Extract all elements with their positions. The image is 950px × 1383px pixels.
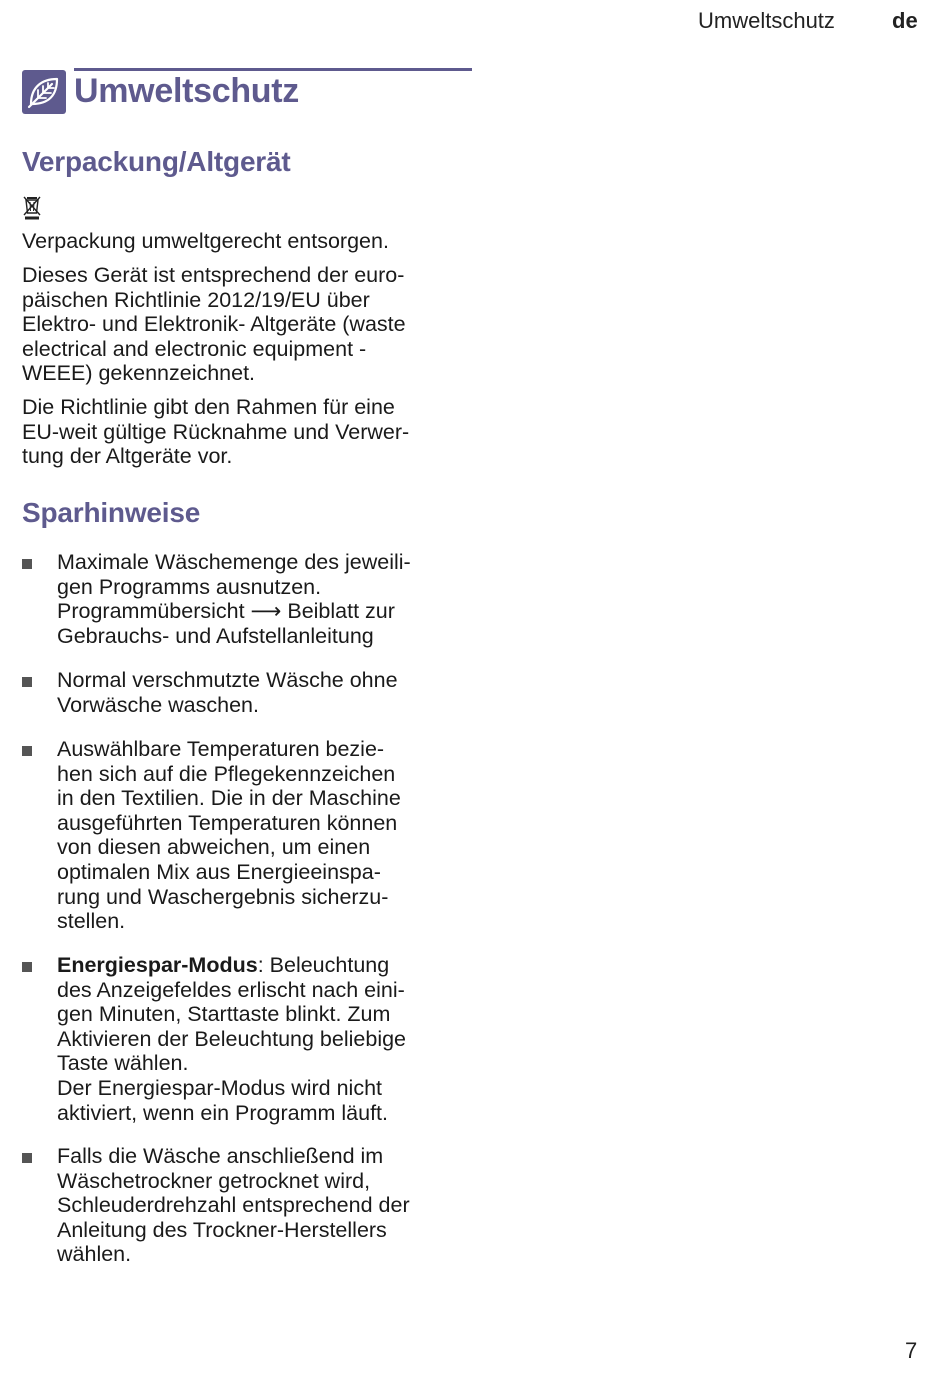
list-item-text: Falls die Wäsche anschließend im Wäschetrockner getrocknet wird, Schleuderdrehzahl entsprechend der Anleitung des Trockner-Herstellers wählen. [57, 1144, 410, 1267]
list-item-text: Maximale Wäschemenge des jeweili- gen Programms ausnutzen. Programmübersicht ⟶ Beiblatt zur Gebrauchs- und Aufstellanleitung [57, 550, 411, 648]
page-number: 7 [905, 1338, 918, 1363]
paragraph: Die Richtlinie gibt den Rahmen für eine EU-weit gültige Rücknahme und Verwer- tung der Altgeräte vor. [22, 395, 410, 469]
square-bullet-icon [22, 962, 32, 972]
running-head-language: de [892, 8, 918, 33]
running-head-title: Umweltschutz [698, 8, 835, 33]
chapter-title: Umweltschutz [74, 72, 299, 110]
square-bullet-icon [22, 746, 32, 756]
chapter-rule [74, 68, 472, 71]
square-bullet-icon [22, 1153, 32, 1163]
list-item-text [57, 953, 457, 1125]
square-bullet-icon [22, 677, 32, 687]
section-title-packaging: Verpackung/Altgerät [22, 146, 291, 177]
term-description: : Beleuchtung des Anzeigefeldes erlischt nach eini- gen Minuten, Starttaste blinkt. Zum Aktivieren der Beleuchtung beliebige Taste wählen. Der Energiespar-Modus wird nicht aktiviert, wenn ein Programm läuft. [57, 953, 407, 1125]
crossed-out-bin-icon [22, 194, 42, 220]
paragraph: Verpackung umweltgerecht entsorgen. [22, 229, 389, 253]
paragraph: Dieses Gerät ist entsprechend der euro- päischen Richtlinie 2012/19/EU über Elektro- und Elektronik- Altgeräte (waste electrical and electronic equipment - WEEE) gekennzeichnet. [22, 263, 406, 386]
square-bullet-icon [22, 559, 32, 569]
leaf-icon [22, 70, 66, 114]
list-item-text: Normal verschmutzte Wäsche ohne Vorwäsche waschen. [57, 668, 398, 717]
term-energy-saving-mode: Energiespar-Modus [57, 953, 258, 977]
section-title-savings-tips: Sparhinweise [22, 497, 201, 528]
list-item-text: Auswählbare Temperaturen bezie- hen sich auf die Pflegekennzeichen in den Textilien. Die in der Maschine ausgeführten Temperaturen können von diesen abweichen, um einen optimalen Mix aus Energieeinspa- rung und Waschergebnis sicherzu- stellen. [57, 737, 401, 934]
